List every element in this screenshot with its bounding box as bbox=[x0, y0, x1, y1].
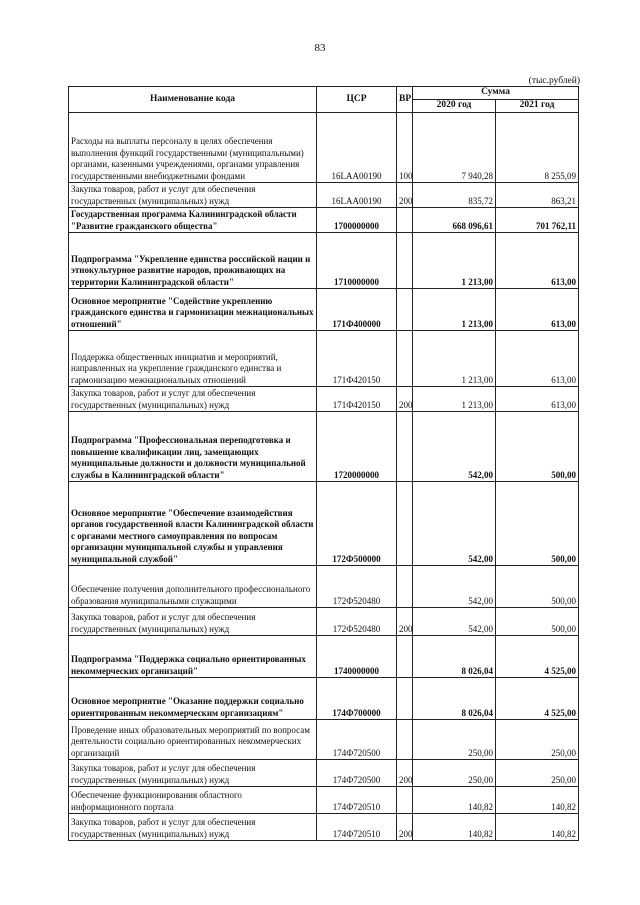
row-csr-cell: 16LAA00190 bbox=[317, 113, 397, 183]
row-vr-cell bbox=[397, 678, 413, 720]
row-vr-cell: 100 bbox=[397, 113, 413, 183]
row-vr-cell bbox=[397, 566, 413, 608]
row-vr-cell: 200 bbox=[397, 760, 413, 787]
row-2021-amount: 140,82 bbox=[496, 787, 579, 814]
row-vr-cell bbox=[397, 636, 413, 678]
row-csr-cell: 174Ф700000 bbox=[317, 678, 397, 720]
row-2020-amount: 250,00 bbox=[413, 720, 496, 760]
row-name-cell: Закупка товаров, работ и услуг для обеспечения государственных (муниципальных) нужд bbox=[69, 608, 317, 636]
row-csr-cell: 171Ф400000 bbox=[317, 289, 397, 331]
row-2020-amount: 1 213,00 bbox=[413, 387, 496, 412]
row-csr-cell: 172Ф500000 bbox=[317, 482, 397, 566]
table-header bbox=[69, 87, 579, 113]
row-name-cell: Поддержка общественных инициатив и мероприятий, направленных на укрепление гражданского единства и гармонизацию межнациональных отношений bbox=[69, 331, 317, 387]
row-2020-amount: 835,72 bbox=[413, 183, 496, 208]
row-csr-cell: 1710000000 bbox=[317, 233, 397, 289]
table-row bbox=[69, 289, 579, 331]
row-name-cell: Закупка товаров, работ и услуг для обеспечения государственных (муниципальных) нужд bbox=[69, 387, 317, 412]
table-row bbox=[69, 482, 579, 566]
row-name-cell: Государственная программа Калининградской области "Развитие гражданского общества" bbox=[69, 208, 317, 233]
row-2021-amount: 4 525,00 bbox=[496, 636, 579, 678]
row-2021-amount: 250,00 bbox=[496, 760, 579, 787]
row-name-cell: Обеспечение функционирования областного информационного портала bbox=[69, 787, 317, 814]
table-row bbox=[69, 760, 579, 787]
row-2021-amount: 863,21 bbox=[496, 183, 579, 208]
page-number: 83 bbox=[314, 42, 326, 54]
table-row bbox=[69, 387, 579, 412]
row-2020-amount: 542,00 bbox=[413, 608, 496, 636]
row-csr-cell: 1740000000 bbox=[317, 636, 397, 678]
row-vr-cell bbox=[397, 331, 413, 387]
row-2020-amount: 8 026,04 bbox=[413, 636, 496, 678]
row-csr-cell: 1720000000 bbox=[317, 412, 397, 482]
row-vr-cell bbox=[397, 289, 413, 331]
row-csr-cell: 174Ф720500 bbox=[317, 760, 397, 787]
row-csr-cell: 174Ф720510 bbox=[317, 814, 397, 841]
row-2021-amount: 500,00 bbox=[496, 482, 579, 566]
table-row bbox=[69, 331, 579, 387]
row-csr-cell: 1700000000 bbox=[317, 208, 397, 233]
row-vr-cell bbox=[397, 482, 413, 566]
row-vr-cell bbox=[397, 233, 413, 289]
row-csr-cell: 172Ф520480 bbox=[317, 566, 397, 608]
row-csr-cell: 172Ф520480 bbox=[317, 608, 397, 636]
row-2021-amount: 500,00 bbox=[496, 566, 579, 608]
row-2020-amount: 140,82 bbox=[413, 814, 496, 841]
table-row bbox=[69, 412, 579, 482]
row-name-cell: Подпрограмма "Профессиональная переподготовка и повышение квалификации лиц, замещающих муниципальные должности и должности муниципальной службы в Калининградской области" bbox=[69, 412, 317, 482]
header-csr: ЦСР bbox=[317, 87, 397, 113]
header-sum: Сумма bbox=[413, 87, 579, 100]
row-2020-amount: 542,00 bbox=[413, 412, 496, 482]
row-2020-amount: 542,00 bbox=[413, 482, 496, 566]
row-vr-cell: 200 bbox=[397, 608, 413, 636]
row-2021-amount: 8 255,09 bbox=[496, 113, 579, 183]
row-2020-amount: 542,00 bbox=[413, 566, 496, 608]
row-name-cell: Расходы на выплаты персоналу в целях обеспечения выполнения функций государственными (муниципальными) органами, казенными учреждениями, органами управления государственными внебюджетными фондами bbox=[69, 113, 317, 183]
units-label: (тыс.рублей) bbox=[528, 76, 580, 86]
table-body bbox=[69, 113, 579, 841]
row-name-cell: Основное мероприятие "Обеспечение взаимодействия органов государственной власти Калининградской области с органами местного самоуправления по вопросам организации муниципальной службы и управления муниципальной службой" bbox=[69, 482, 317, 566]
row-vr-cell bbox=[397, 208, 413, 233]
row-vr-cell bbox=[397, 720, 413, 760]
row-csr-cell: 174Ф720500 bbox=[317, 720, 397, 760]
table-row bbox=[69, 208, 579, 233]
table-row bbox=[69, 233, 579, 289]
budget-table bbox=[68, 86, 579, 841]
header-year-2020: 2020 год bbox=[413, 100, 496, 113]
row-2020-amount: 140,82 bbox=[413, 787, 496, 814]
row-name-cell: Обеспечение получения дополнительного профессионального образования муниципальными служащими bbox=[69, 566, 317, 608]
row-2021-amount: 613,00 bbox=[496, 233, 579, 289]
table-row bbox=[69, 636, 579, 678]
row-2020-amount: 250,00 bbox=[413, 760, 496, 787]
row-2021-amount: 613,00 bbox=[496, 331, 579, 387]
header-vr: ВР bbox=[397, 87, 413, 113]
row-csr-cell: 174Ф720510 bbox=[317, 787, 397, 814]
row-2021-amount: 613,00 bbox=[496, 289, 579, 331]
row-vr-cell: 200 bbox=[397, 387, 413, 412]
row-2021-amount: 4 525,00 bbox=[496, 678, 579, 720]
row-2020-amount: 1 213,00 bbox=[413, 233, 496, 289]
row-2021-amount: 500,00 bbox=[496, 608, 579, 636]
row-2020-amount: 668 096,61 bbox=[413, 208, 496, 233]
row-vr-cell: 200 bbox=[397, 183, 413, 208]
row-vr-cell bbox=[397, 787, 413, 814]
row-2020-amount: 1 213,00 bbox=[413, 331, 496, 387]
row-2021-amount: 613,00 bbox=[496, 387, 579, 412]
row-2020-amount: 1 213,00 bbox=[413, 289, 496, 331]
table-row bbox=[69, 183, 579, 208]
row-vr-cell: 200 bbox=[397, 814, 413, 841]
row-name-cell: Закупка товаров, работ и услуг для обеспечения государственных (муниципальных) нужд bbox=[69, 183, 317, 208]
table-row bbox=[69, 113, 579, 183]
row-name-cell: Закупка товаров, работ и услуг для обеспечения государственных (муниципальных) нужд bbox=[69, 814, 317, 841]
table-row bbox=[69, 720, 579, 760]
row-2021-amount: 250,00 bbox=[496, 720, 579, 760]
row-name-cell: Подпрограмма "Поддержка социально ориентированных некоммерческих организаций" bbox=[69, 636, 317, 678]
row-name-cell: Проведение иных образовательных мероприятий по вопросам деятельности социально ориентированных некоммерческих организаций bbox=[69, 720, 317, 760]
row-2020-amount: 7 940,28 bbox=[413, 113, 496, 183]
row-csr-cell: 16LAA00190 bbox=[317, 183, 397, 208]
row-2021-amount: 500,00 bbox=[496, 412, 579, 482]
row-csr-cell: 171Ф420150 bbox=[317, 331, 397, 387]
row-name-cell: Закупка товаров, работ и услуг для обеспечения государственных (муниципальных) нужд bbox=[69, 760, 317, 787]
row-name-cell: Подпрограмма "Укрепление единства российской нации и этнокультурное развитие народов, проживающих на территории Калининградской области" bbox=[69, 233, 317, 289]
table-row bbox=[69, 608, 579, 636]
table-row bbox=[69, 678, 579, 720]
row-2021-amount: 701 762,11 bbox=[496, 208, 579, 233]
table-row bbox=[69, 814, 579, 841]
header-name: Наименование кода bbox=[69, 87, 317, 113]
row-name-cell: Основное мероприятие "Содействие укреплению гражданского единства и гармонизации межнациональных отношений" bbox=[69, 289, 317, 331]
row-2020-amount: 8 026,04 bbox=[413, 678, 496, 720]
row-name-cell: Основное мероприятие "Оказание поддержки социально ориентированным некоммерческим организациям" bbox=[69, 678, 317, 720]
row-csr-cell: 171Ф420150 bbox=[317, 387, 397, 412]
row-vr-cell bbox=[397, 412, 413, 482]
header-year-2021: 2021 год bbox=[496, 100, 579, 113]
row-2021-amount: 140,82 bbox=[496, 814, 579, 841]
table-row bbox=[69, 787, 579, 814]
table-row bbox=[69, 566, 579, 608]
